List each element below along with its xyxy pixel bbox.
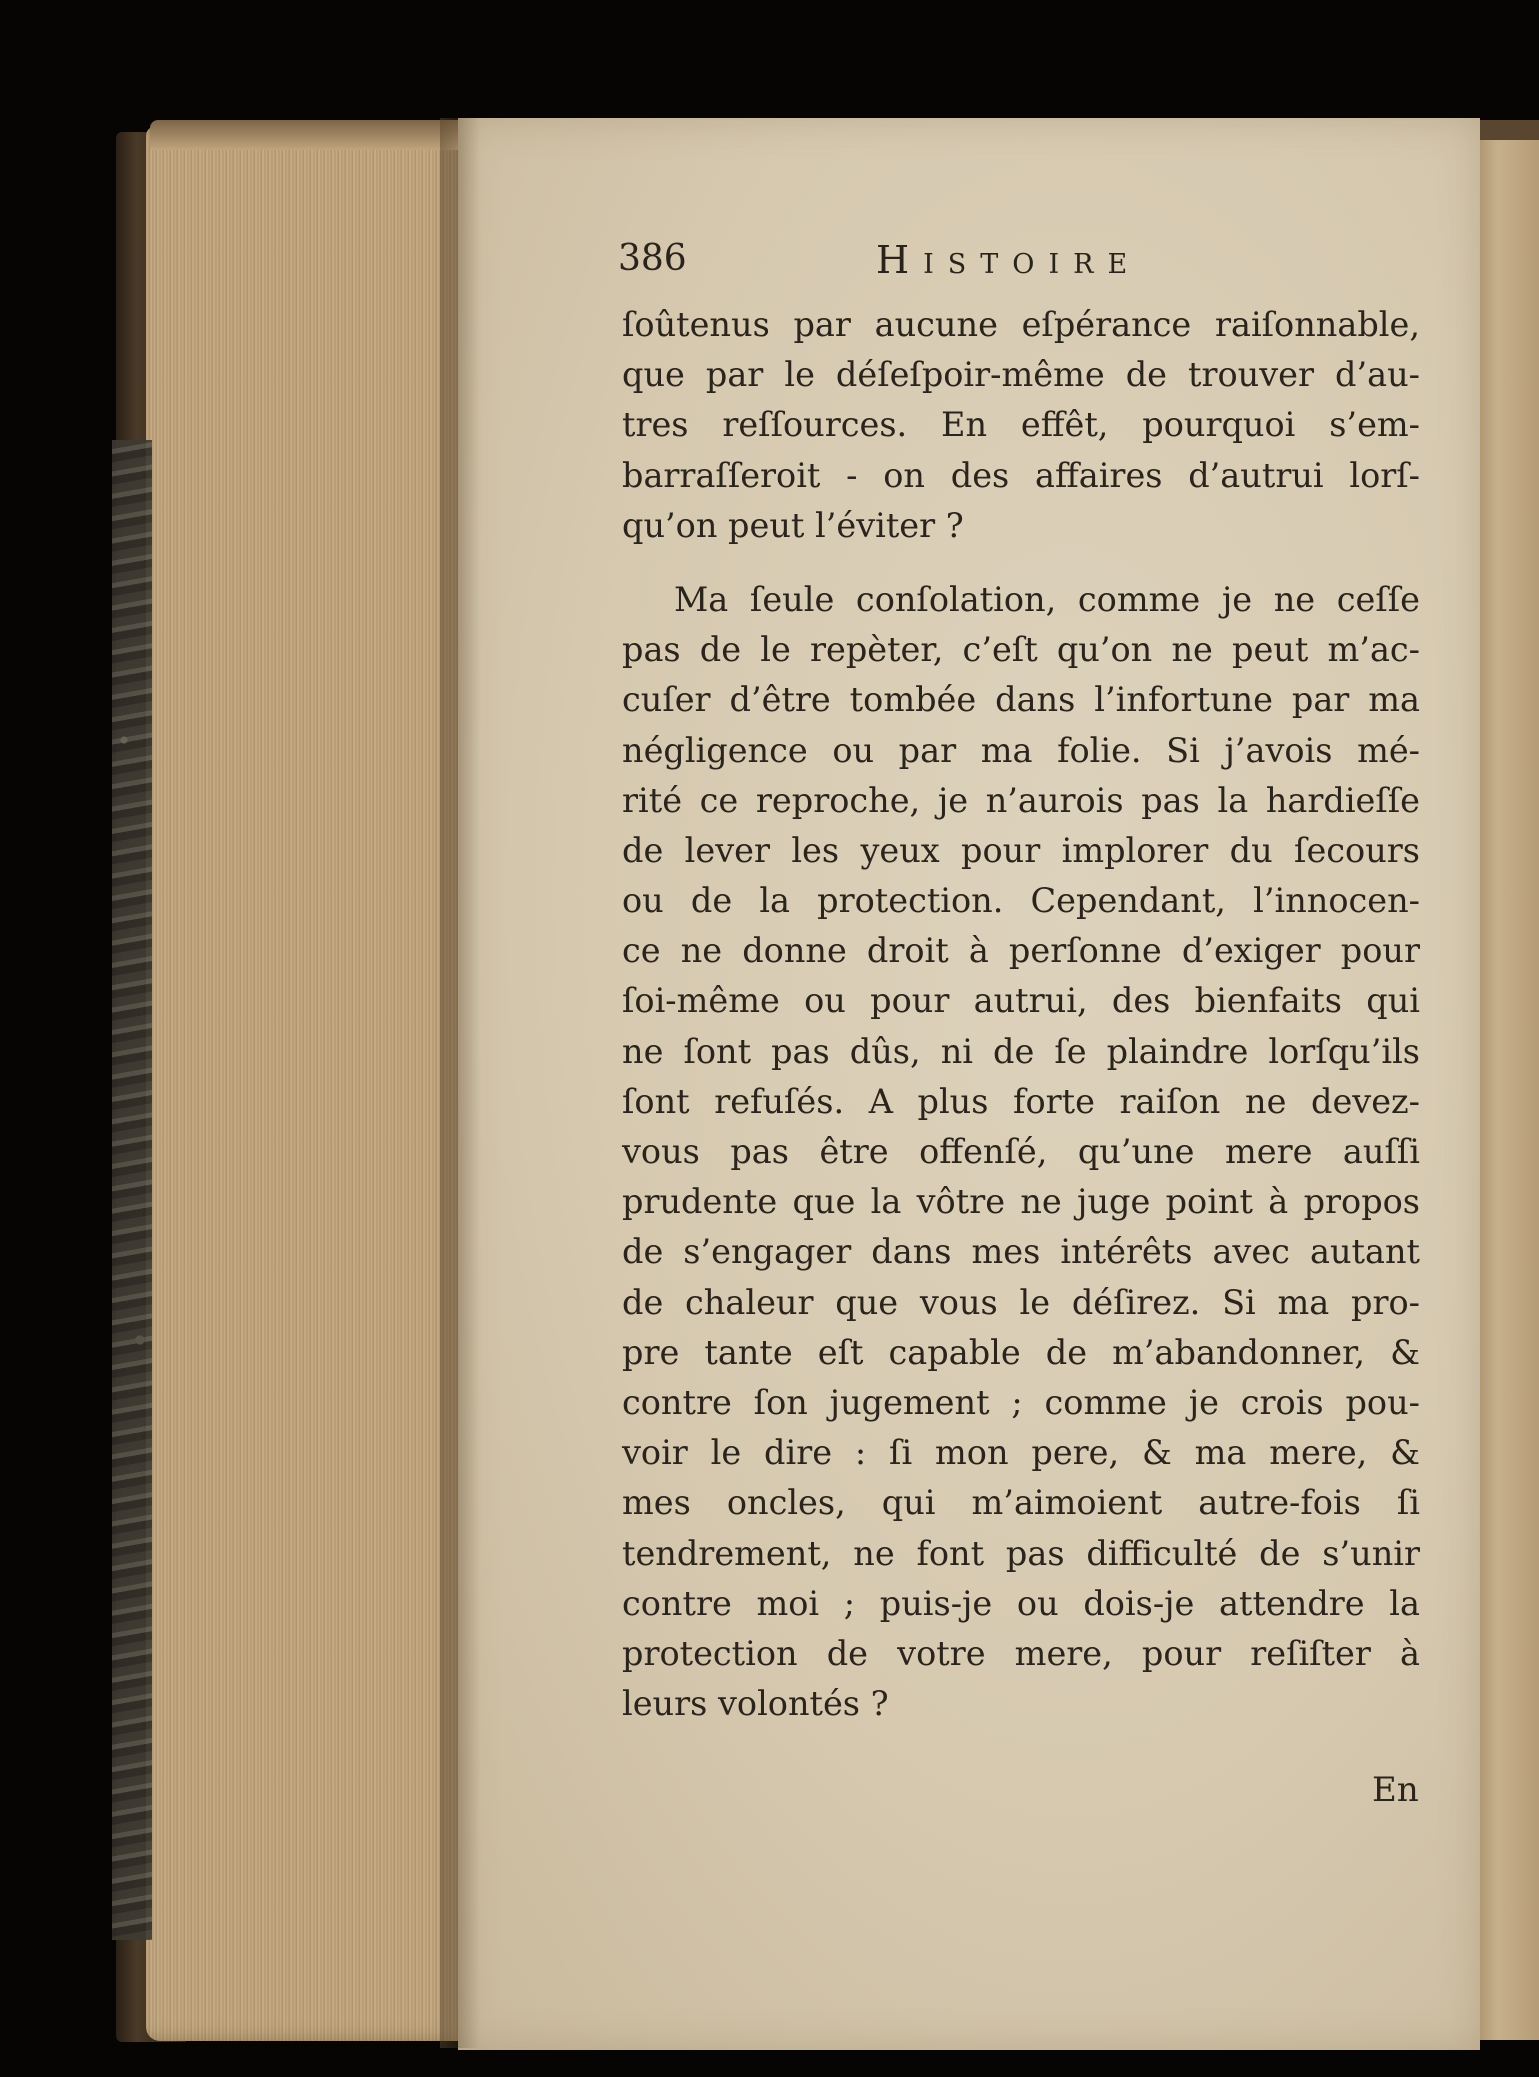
text-line: de chaleur que vous le déſirez. Si ma pro-	[622, 1282, 1420, 1322]
text-line: ſoûtenus par aucune eſpérance raiſonnable,	[622, 305, 1420, 344]
page-block-top	[150, 120, 480, 150]
gutter-shadow	[440, 118, 480, 2048]
text-line: contre moi ; puis-je ou dois-je attendre la	[622, 1583, 1420, 1623]
page-number: 386	[618, 238, 687, 279]
paragraph	[622, 300, 1420, 551]
text-line: ne ſont pas dûs, ni de ſe plaindre lorſqu’ils	[622, 1031, 1420, 1071]
facing-page-edge	[1470, 140, 1539, 2040]
page-block-edges	[146, 126, 466, 2041]
text-line: tres reſſources. En effêt, pourquoi s’em-	[622, 405, 1420, 445]
text-line: qu’on peut l’éviter ?	[622, 505, 964, 545]
text-line: rité ce reproche, je n’aurois pas la hardieſſe	[622, 780, 1420, 820]
text-line: voir le dire : ſi mon pere, & ma mere, &	[622, 1433, 1420, 1473]
text-line: ſont refuſés. A plus forte raiſon ne devez-	[622, 1081, 1420, 1121]
paragraph	[622, 575, 1420, 1729]
text-line: barraſſeroit - on des affaires d’autrui lorſ-	[622, 455, 1420, 495]
text-line: tendrement, ne font pas difficulté de s’unir	[622, 1533, 1420, 1573]
text-line: Ma ſeule conſolation, comme je ne ceſſe	[674, 579, 1420, 619]
running-title: Histoire	[876, 238, 1142, 282]
text-line: ce ne donne droit à perſonne d’exiger pour	[622, 931, 1420, 971]
text-line: pre tante eſt capable de m’abandonner, &	[622, 1332, 1420, 1372]
text-line: pas de le repèter, c’eſt qu’on ne peut m’ac-	[622, 630, 1420, 670]
paragraph-gap	[622, 551, 1420, 575]
text-line: prudente que la vôtre ne juge point à propos	[622, 1182, 1420, 1222]
text-line: de s’engager dans mes intérêts avec autant	[622, 1232, 1420, 1272]
text-line: leurs volontés ?	[622, 1684, 889, 1724]
text-line: négligence ou par ma folie. Si j’avois mé-	[622, 730, 1420, 770]
paragraphs	[622, 300, 1420, 1729]
text-line: que par le déſeſpoir-même de trouver d’au-	[622, 355, 1420, 395]
text-line: vous pas être offenſé, qu’une mere auſſi	[622, 1132, 1420, 1171]
text-line: contre ſon jugement ; comme je crois pou-	[622, 1382, 1420, 1422]
text-line: mes oncles, qui m’aimoient autre-fois ſi	[622, 1483, 1420, 1523]
body-text	[622, 300, 1420, 1729]
text-line: protection de votre mere, pour reſiſter à	[622, 1633, 1420, 1673]
text-line: ſoi-même ou pour autrui, des bienfaits qui	[622, 981, 1420, 1021]
text-line: ou de la protection. Cependant, l’innocen-	[622, 881, 1420, 921]
marbled-cover	[112, 440, 152, 1940]
catchword: En	[1372, 1770, 1419, 1810]
text-line: de lever les yeux pour implorer du ſecours	[622, 830, 1420, 870]
text-line: cuſer d’être tombée dans l’infortune par ma	[622, 680, 1420, 720]
